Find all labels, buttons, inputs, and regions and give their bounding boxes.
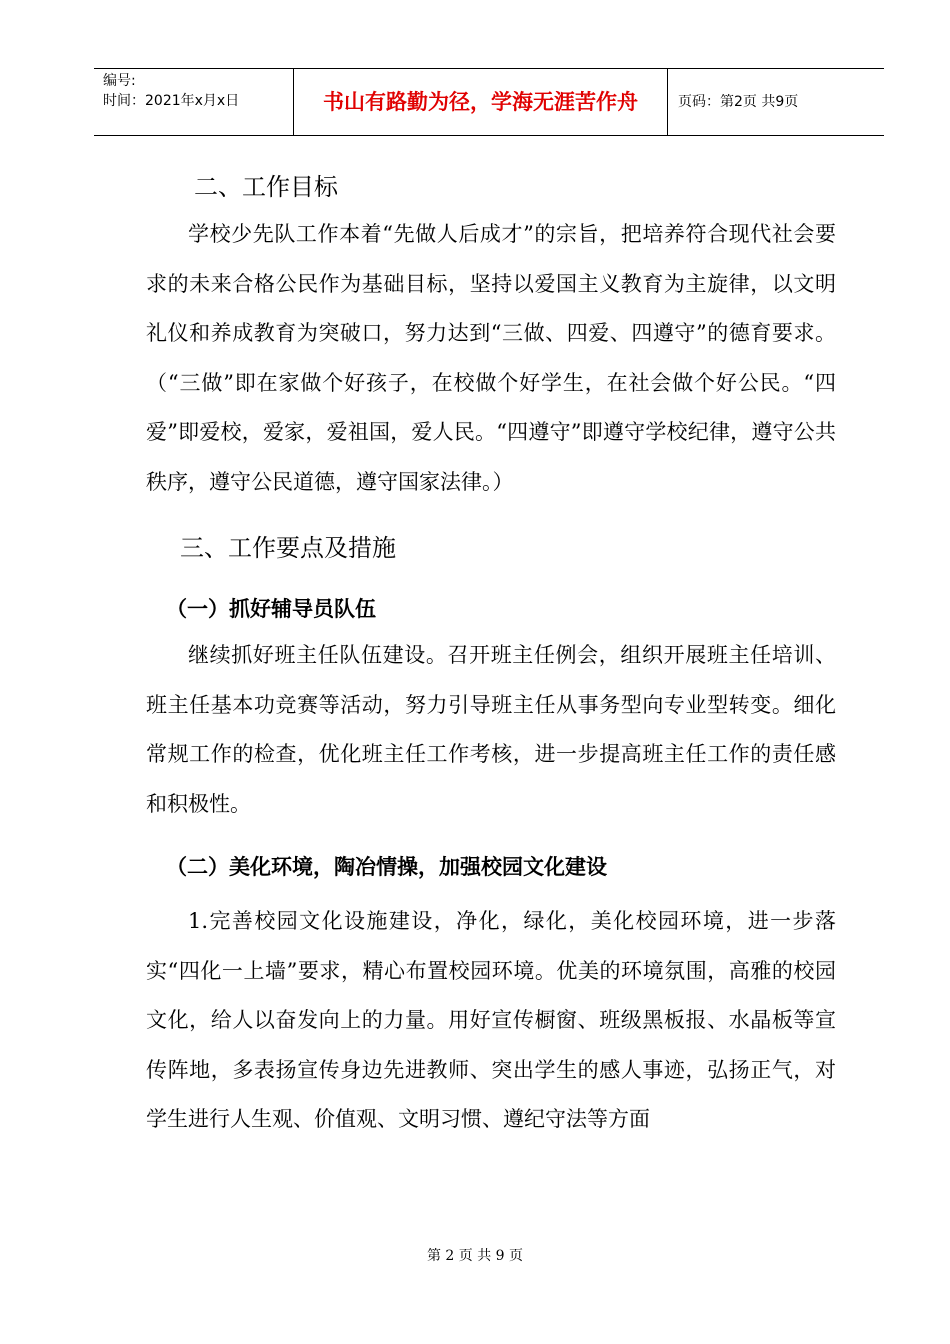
sub2-paragraph: 1.完善校园文化设施建设，净化，绿化，美化校园环境，进一步落实“四化一上墙”要求，精心布置校园环境。优美的环境氛围，高雅的校园文化，给人以奋发向上的力量。用好宣传橱窗、班级黑板报、水晶板等宣传阵地，多表扬宣传身边先进教师、突出学生的感人事迹，弘扬正气，对学生进行人生观、价值观、文明习惯、遵纪守法等方面 bbox=[146, 909, 836, 1131]
goal-paragraph: 学校少先队工作本着“先做人后成才”的宗旨，把培养符合现代社会要求的未来合格公民作为基础目标，坚持以爱国主义教育为主旋律，以文明礼仪和养成教育为突破口，努力达到“三做、四爱、四遵守”的德育要求。（“三做”即在家做个好孩子，在校做个好学生，在社会做个好公民。“四爱”即爱校，爱家，爱祖国，爱人民。“四遵守”即遵守学校纪律，遵守公共秩序，遵守公民道德，遵守国家法律。） bbox=[146, 222, 836, 494]
document-body bbox=[146, 164, 836, 1145]
sub1-heading: （一）抓好辅导员队伍 bbox=[166, 597, 376, 621]
header-motto: 书山有路勤为径，学海无涯苦作舟 bbox=[294, 69, 668, 135]
header-page-info: 页码：第2页 共9页 bbox=[678, 94, 799, 110]
measures-heading: 三、工作要点及措施 bbox=[180, 534, 396, 562]
sub2-heading: （二）美化环境，陶冶情操，加强校园文化建设 bbox=[166, 855, 607, 879]
time-label: 时间：2021年x月x日 bbox=[103, 93, 240, 109]
sub1-paragraph: 继续抓好班主任队伍建设。召开班主任例会，组织开展班主任培训、班主任基本功竞赛等活动，努力引导班主任从事务型向专业型转变。细化常规工作的检查，优化班主任工作考核，进一步提高班主任工作的责任感和积极性。 bbox=[146, 643, 836, 816]
serial-label: 编号: bbox=[103, 73, 136, 89]
page-footer: 第 2 页 共 9 页 bbox=[426, 1248, 524, 1264]
page-header bbox=[94, 68, 884, 136]
header-meta bbox=[94, 69, 294, 135]
goal-heading: 二、工作目标 bbox=[194, 173, 338, 201]
